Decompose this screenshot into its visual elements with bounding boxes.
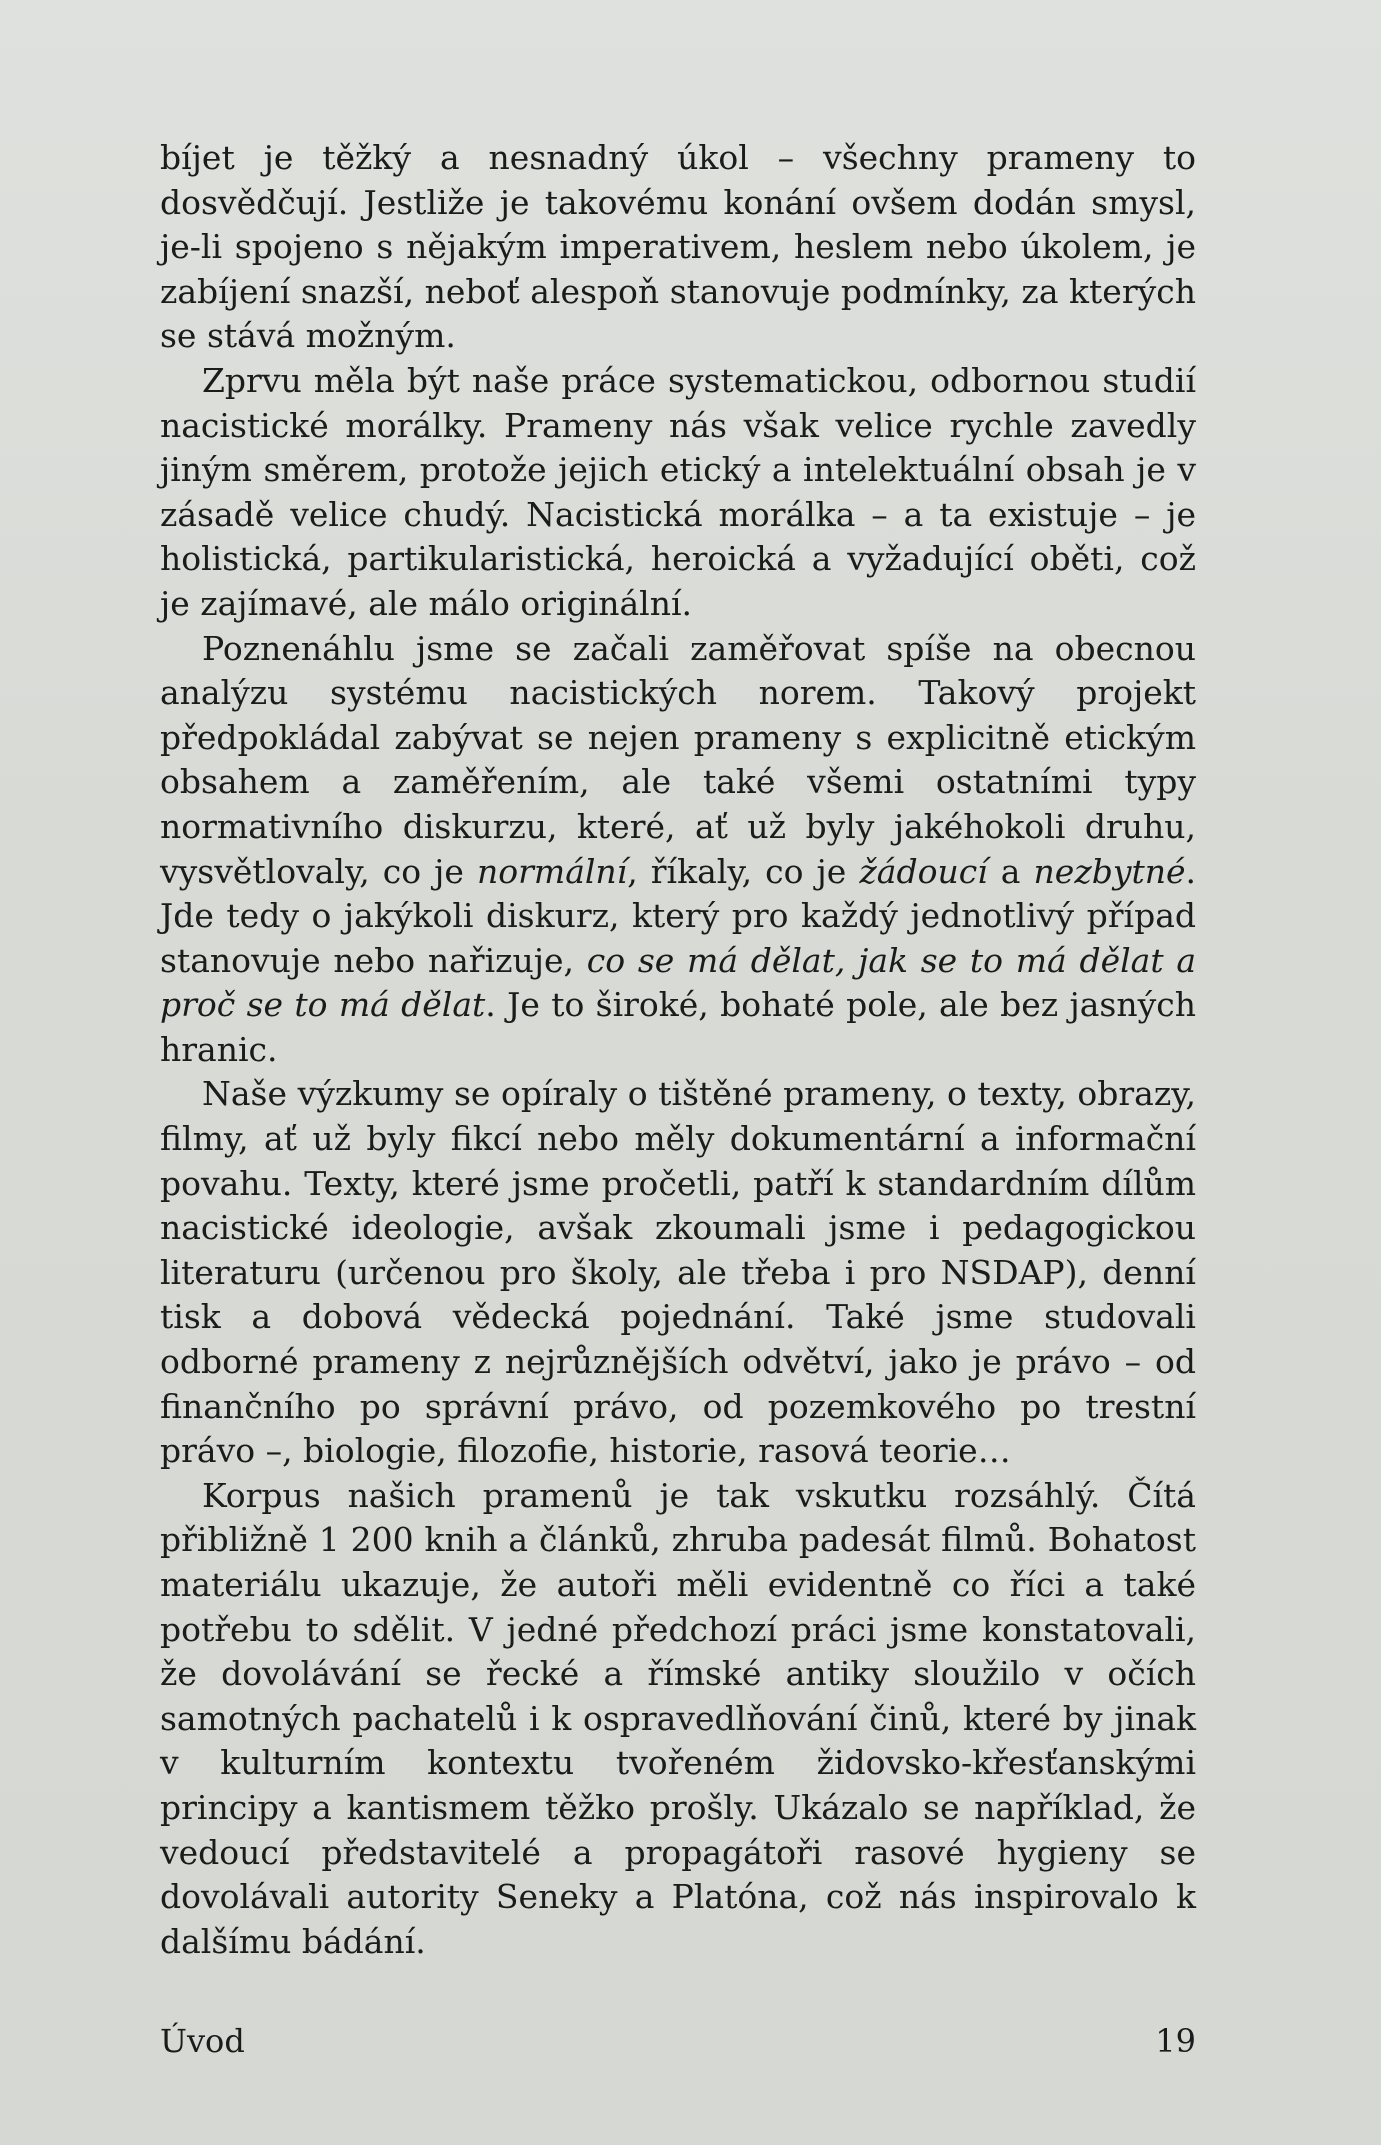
text-run: a	[987, 851, 1034, 891]
text-run: Korpus našich pramenů je tak vskutku rozsáhlý. Čítá přibližně 1 200 knih a článků, zhruba padesát filmů. Bohatost materiálu ukazuje, že autoři měli evidentně co říci a také potřebu to sdělit. V jedné předchozí práci jsme konstatovali, že dovolávání se řecké a římské antiky sloužilo v očích samotných pachatelů i k ospravedlňování činů, které by jinak v kulturním kontextu tvořeném židovsko-křesťanskými principy a kantismem těžko prošly. Ukázalo se například, že vedoucí představitelé a propagátoři rasové hygieny se dovolávali autority Seneky a Platóna, což nás inspirovalo k dalšímu bádání.	[160, 1475, 1196, 1961]
text-run: bíjet je těžký a nesnadný úkol – všechny prameny to dosvědčují. Jestliže je takovému konání ovšem dodán smysl, je-li spojeno s nějakým imperativem, heslem nebo úkolem, je zabíjení snazší, neboť alespoň stanovuje podmínky, za kterých se stává možným.	[160, 138, 1196, 356]
text-run: Zprvu měla být naše práce systematickou, odbornou studií nacistické morálky. Prameny nás však velice rychle zavedly jiným směrem, protože jejich etický a intelektuální obsah je v zásadě velice chudý. Nacistická morálka – a ta existuje – je holistická, partikularistická, heroická a vyžadující oběti, což je zajímavé, ale málo originální.	[160, 360, 1196, 623]
text-run: , říkaly, co je	[627, 851, 860, 891]
italic-phrase: normální	[477, 851, 628, 891]
paragraph	[160, 1474, 1196, 1965]
text-run: Poznenáhlu jsme se začali zaměřovat spíše na obecnou analýzu systému nacistických norem. Takový projekt předpokládal zabývat se nejen prameny s explicitně etickým obsahem a zaměřením, ale také všemi ostatními typy normativního diskurzu, které, ať už byly jakéhokoli druhu, vysvětlovaly, co je	[160, 628, 1196, 891]
text-run: Naše výzkumy se opíraly o tištěné prameny, o texty, obrazy, filmy, ať už byly fikcí nebo měly dokumentární a informační povahu. Texty, které jsme pročetli, patří k standardním dílům nacistické ideologie, avšak zkoumali jsme i pedagogickou literaturu (určenou pro školy, ale třeba i pro NSDAP), denní tisk a dobová vědecká pojednání. Také jsme studovali odborné prameny z nejrůznějších odvětví, jako je právo – od finančního po správní právo, od pozemkového po trestní právo –, biologie, filozofie, historie, rasová teorie…	[160, 1074, 1196, 1471]
text-run: . Je to široké, bohaté pole, ale bez jasných hranic.	[160, 985, 1196, 1069]
paragraph	[160, 1072, 1196, 1473]
italic-phrase: žádoucí	[859, 851, 988, 891]
paragraph	[160, 627, 1196, 1073]
paragraph	[160, 136, 1196, 359]
italic-phrase: co se má dělat, jak se to má dělat a proč se to má dělat	[160, 940, 1196, 1025]
text-run: . Jde tedy o jakýkoli diskurz, který pro každý jednotlivý případ stanovuje nebo nařizuje,	[160, 851, 1197, 980]
italic-phrase: nezbytné	[1033, 851, 1186, 891]
body-text	[160, 136, 1196, 1964]
running-head: Úvod	[160, 2022, 245, 2060]
page-number: 19	[1155, 2022, 1196, 2060]
paragraph	[160, 359, 1196, 627]
